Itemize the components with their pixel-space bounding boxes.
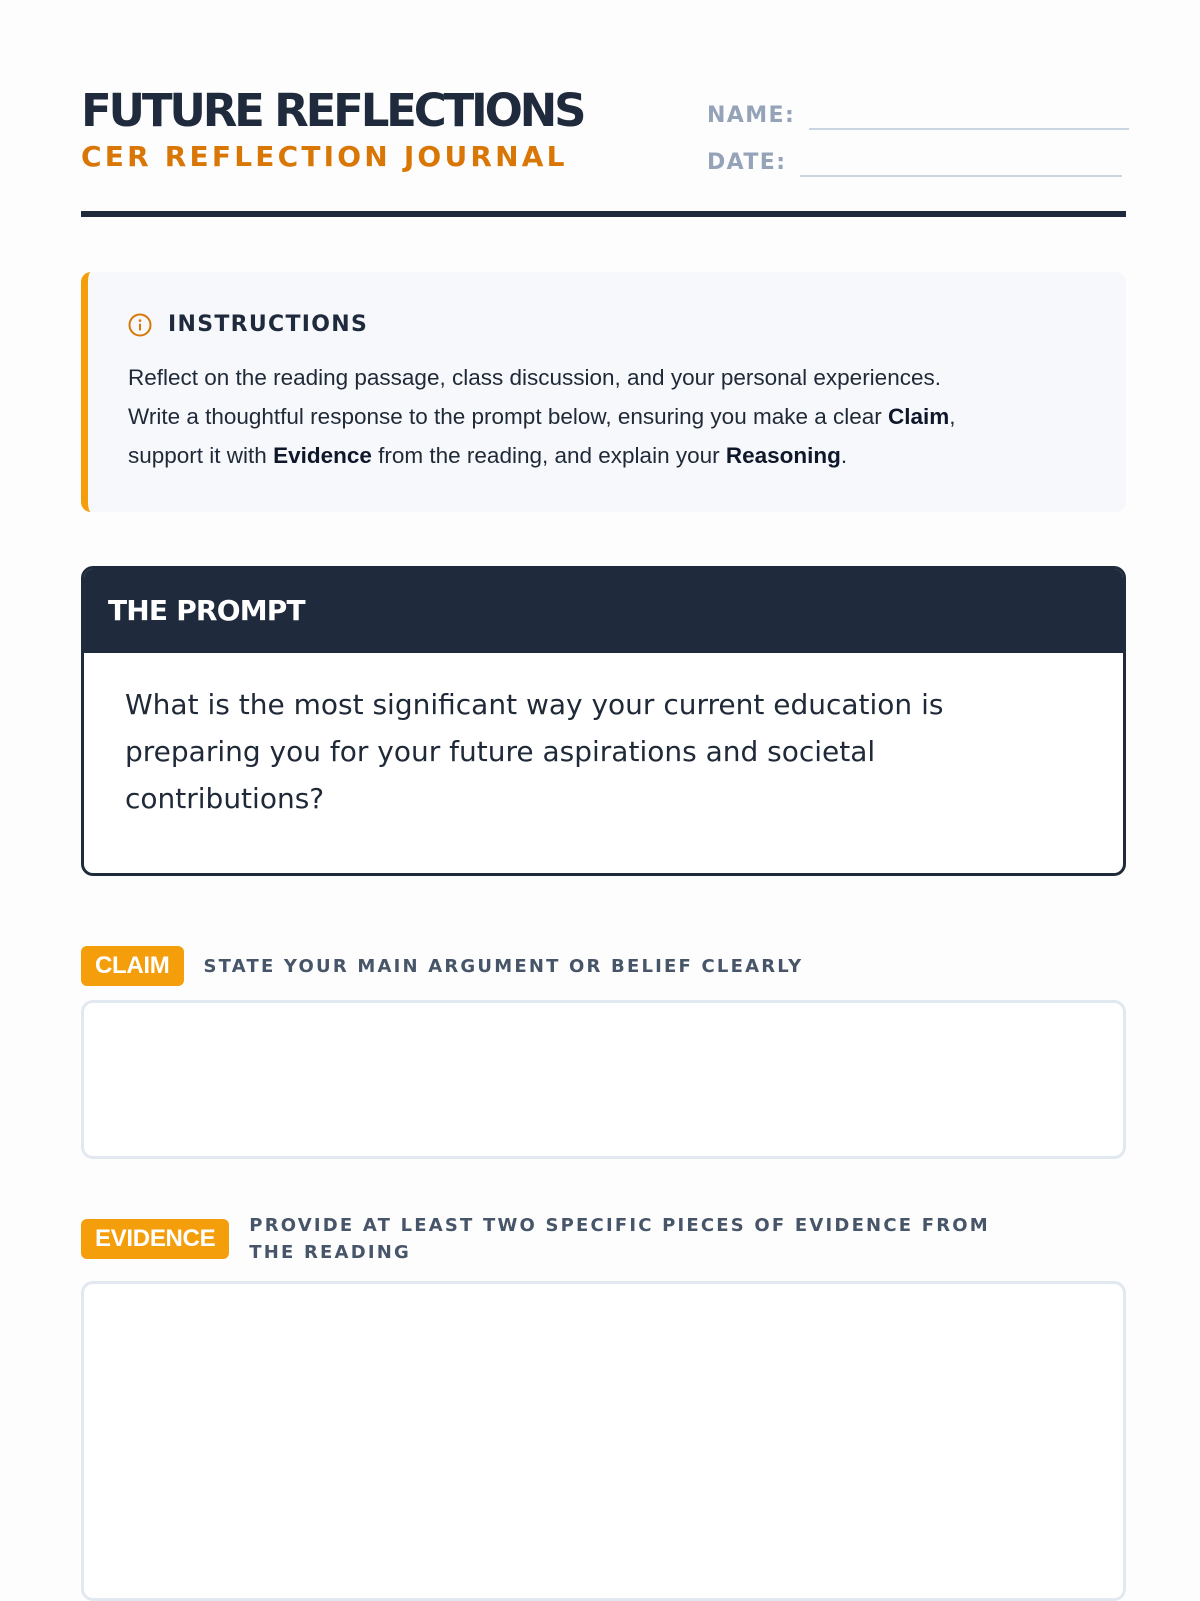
instructions-line-1: Reflect on the reading passage, class discussion, and your personal experiences. <box>128 365 941 390</box>
instructions-heading <box>128 310 368 340</box>
instructions-text <box>128 358 1088 475</box>
instructions-punct-end: . <box>840 443 848 468</box>
claim-badge: CLAIM <box>81 946 184 986</box>
evidence-section-header <box>81 1212 1039 1266</box>
instructions-line-3-mid: from the reading, and explain your <box>371 443 726 468</box>
name-row <box>707 90 1129 130</box>
evidence-badge: EVIDENCE <box>81 1219 229 1259</box>
instructions-panel <box>81 272 1126 512</box>
info-circle-icon <box>128 313 152 337</box>
reasoning-term: Reasoning <box>725 443 841 468</box>
name-field[interactable] <box>809 102 1129 130</box>
evidence-answer-box[interactable] <box>81 1281 1126 1601</box>
worksheet-header <box>81 84 1126 220</box>
name-label: NAME: <box>707 103 796 128</box>
instructions-line-3: support it with <box>128 443 274 468</box>
prompt-header <box>84 569 1123 653</box>
date-label: DATE: <box>707 150 787 175</box>
page-subtitle: CER REFLECTION JOURNAL <box>81 140 568 173</box>
worksheet-page <box>81 0 1126 1600</box>
evidence-term: Evidence <box>273 443 372 468</box>
instructions-punct: , <box>949 404 956 429</box>
claim-instructions: STATE YOUR MAIN ARGUMENT OR BELIEF CLEARLY <box>203 955 804 977</box>
claim-term: Claim <box>888 404 950 429</box>
header-divider <box>81 211 1126 217</box>
evidence-instructions: PROVIDE AT LEAST TWO SPECIFIC PIECES OF EVIDENCE FROM THE READING <box>249 1215 990 1263</box>
claim-answer-box[interactable] <box>81 1000 1126 1159</box>
prompt-question: What is the most significant way your current education is preparing you for your future aspirations and societal contributions? <box>125 688 944 815</box>
claim-section-header <box>81 946 803 986</box>
prompt-card <box>81 566 1126 876</box>
date-field[interactable] <box>800 149 1122 177</box>
date-row <box>707 137 1122 177</box>
page-title: FUTURE REFLECTIONS <box>81 84 584 137</box>
instructions-title: INSTRUCTIONS <box>168 312 369 337</box>
instructions-line-2: Write a thoughtful response to the prompt below, ensuring you make a clear <box>128 404 889 429</box>
prompt-heading: THE PROMPT <box>108 594 305 627</box>
